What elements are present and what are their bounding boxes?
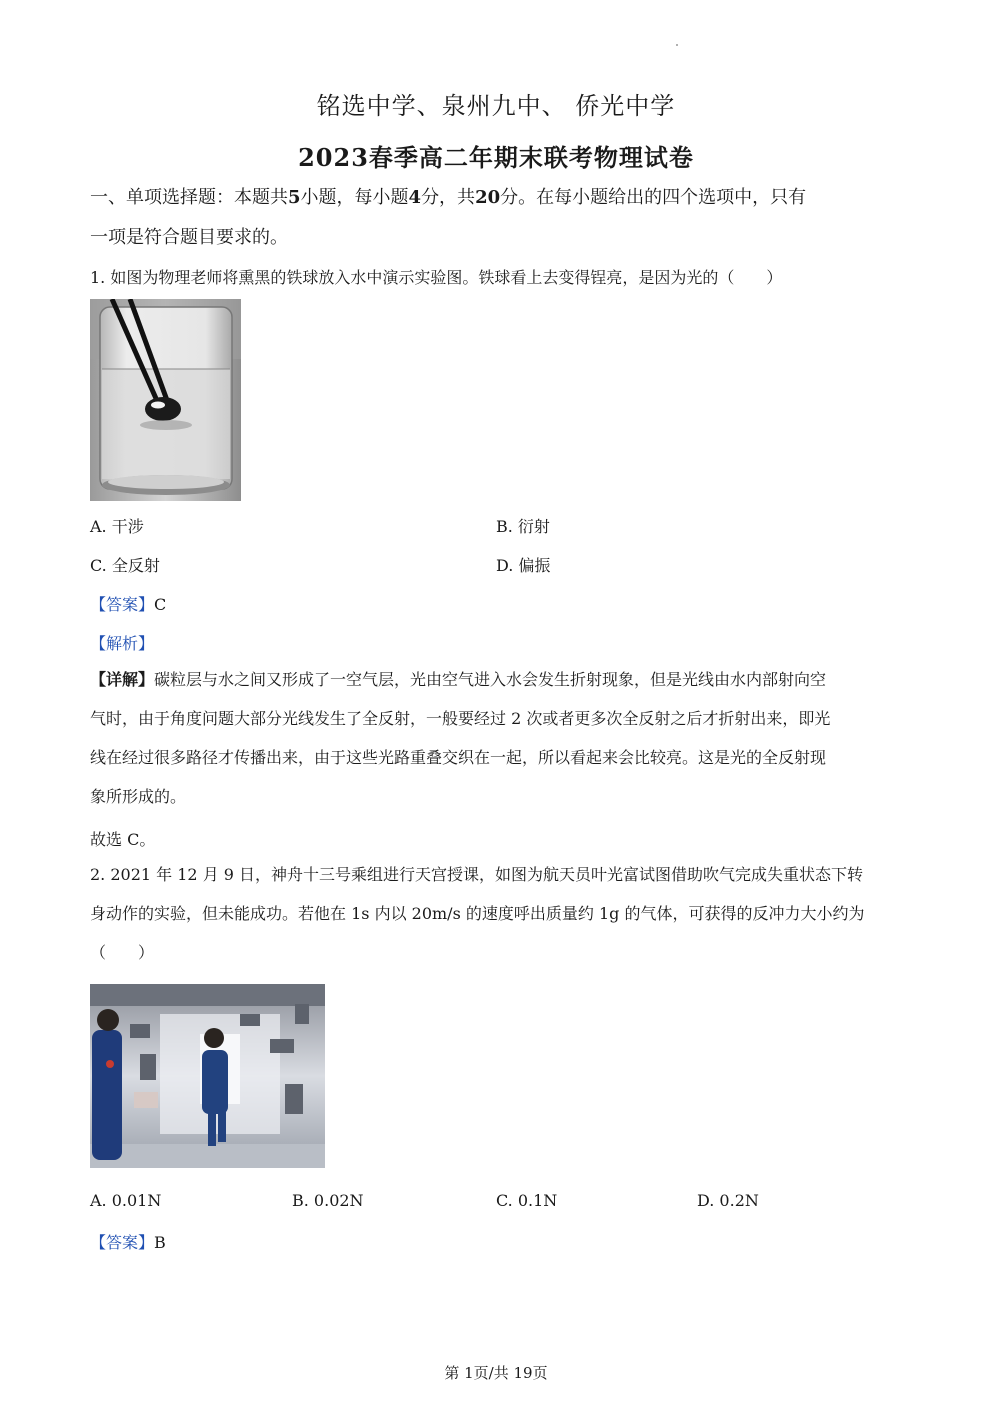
exam-title: 2023春季高二年期末联考物理试卷 [298,143,694,172]
answer-value: C [154,595,167,614]
analysis-tag: 【解析】 [90,634,155,653]
section-heading: 一、单项选择题：本题共5小题，每小题4分，共20分。在每小题给出的四个选项中，只有 [90,187,807,208]
answer-value: B [154,1233,166,1252]
scan-speck [676,44,678,46]
school-names: 铭选中学、泉州九中、 侨光中学 [316,92,676,120]
detail-line: 象所形成的。 [90,787,187,806]
q2-option-c: C. 0.1N [496,1191,558,1210]
answer-tag: 【答案】 [90,1233,155,1252]
q1-option-c: C. 全反射 [90,556,160,575]
q2-option-a: A. 0.01N [90,1191,162,1210]
detail-tag: 【详解】 [90,670,155,689]
detail-line: 【详解】碳粒层与水之间又形成了一空气层，光由空气进入水会发生折射现象，但是光线由水内部射向空 [90,670,827,689]
q2-stem [90,855,905,972]
q1-figure-glass [90,299,241,501]
q2-answer [90,1230,166,1253]
q1-option-b: B. 衍射 [496,517,550,536]
detail-line: 线在经过很多路径才传播出来，由于这些光路重叠交织在一起，所以看起来会比较亮。这是光的全反射现 [90,748,827,767]
stem-line: 2. 2021 年 12 月 9 日，神舟十三号乘组进行天宫授课，如图为航天员叶光富试图借助吹气完成失重状态下转 [90,865,864,884]
glass-with-ball-image [90,299,241,501]
q1-conclusion: 故选 C。 [90,830,156,849]
stem-line: （ ） [90,943,155,962]
q1-answer [90,592,166,615]
q2-figure-space-station [90,984,325,1168]
page-footer: 第 1页/共 19页 [444,1364,548,1382]
q2-option-d: D. 0.2N [697,1191,759,1210]
detail-line: 气时，由于角度问题大部分光线发生了全反射，一般要经过 2 次或者更多次全反射之后才折射出来，即光 [90,709,831,728]
q1-option-d: D. 偏振 [496,556,551,575]
answer-tag: 【答案】 [90,595,155,614]
stem-line: 身动作的实验，但未能成功。若他在 1s 内以 20m/s 的速度呼出质量约 1g 的气体，可获得的反冲力大小约为 [90,904,865,923]
section-heading-line2: 一项是符合题目要求的。 [90,227,288,248]
q2-option-b: B. 0.02N [292,1191,364,1210]
q1-detail [90,660,905,816]
q1-stem: 1. 如图为物理老师将熏黑的铁球放入水中演示实验图。铁球看上去变得锃亮，是因为光的（ ） [90,268,783,287]
space-station-image [90,984,325,1168]
q1-option-a: A. 干涉 [90,517,144,536]
